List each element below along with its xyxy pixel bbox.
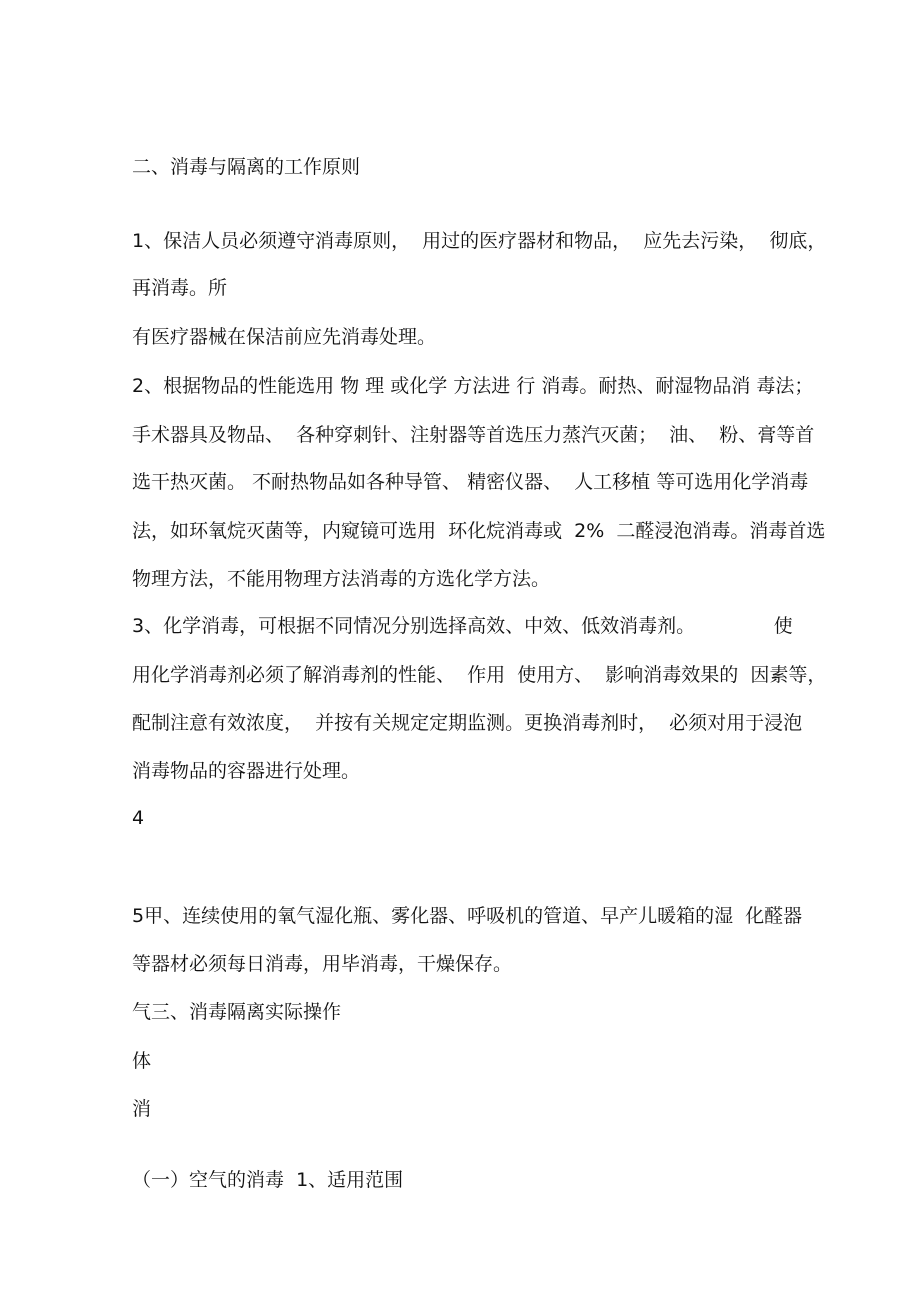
paragraph-3-line-4: 消毒物品的容器进行处理。 xyxy=(132,760,361,782)
paragraph-5-line-1: 5甲、连续使用的氧气湿化瓶、雾化器、呼吸机的管道、早产儿暖箱的湿 化醛器 xyxy=(132,905,803,927)
paragraph-2-line-1: 2、根据物品的性能选用 物 理 或化学 方法进 行 消毒。耐热、耐湿物品消 毒法； xyxy=(132,375,814,397)
paragraph-3-line-2: 用化学消毒剂必须了解消毒剂的性能、 作用 使用方、 影响消毒效果的 因素等， xyxy=(132,664,827,686)
fragment-text-1: 体 xyxy=(132,1050,152,1072)
paragraph-1-line-1: 1、保洁人员必须遵守消毒原则， 用过的医疗器材和物品， 应先去污染， 彻底， xyxy=(132,230,827,252)
paragraph-2-line-2: 手术器具及物品、 各种穿刺针、注射器等首选压力蒸汽灭菌； 油、 粉、膏等首 xyxy=(132,424,815,446)
subsection-air-disinfection: （一）空气的消毒 1、适用范围 xyxy=(132,1169,404,1191)
section-title: 二、消毒与隔离的工作原则 xyxy=(132,156,361,178)
paragraph-1-line-3: 有医疗器械在保洁前应先消毒处理。 xyxy=(132,326,437,348)
section-3-heading: 气三、消毒隔离实际操作 xyxy=(132,1001,342,1023)
paragraph-1-line-2: 再消毒。所 xyxy=(132,277,228,299)
paragraph-5-line-2: 等器材必须每日消毒，用毕消毒，干燥保存。 xyxy=(132,953,513,975)
paragraph-2-line-5: 物理方法，不能用物理方法消毒的方选化学方法。 xyxy=(132,568,551,590)
paragraph-2-line-3: 选干热灭菌。 不耐热物品如各种导管、 精密仪器、 人工移植 等可选用化学消毒 xyxy=(132,471,809,493)
paragraph-3-line-3: 配制注意有效浓度， 并按有关规定定期监测。更换消毒剂时， 必须对用于浸泡 xyxy=(132,712,803,734)
paragraph-2-line-4: 法，如环氧烷灭菌等，内窥镜可选用 环化烷消毒或 2% 二醛浸泡消毒。消毒首选 xyxy=(132,520,826,542)
fragment-text-2: 消 xyxy=(132,1098,152,1120)
paragraph-3-line-1: 3、化学消毒，可根据不同情况分别选择高效、中效、低效消毒剂。 使 xyxy=(132,615,793,637)
paragraph-4-number: 4 xyxy=(132,807,145,829)
